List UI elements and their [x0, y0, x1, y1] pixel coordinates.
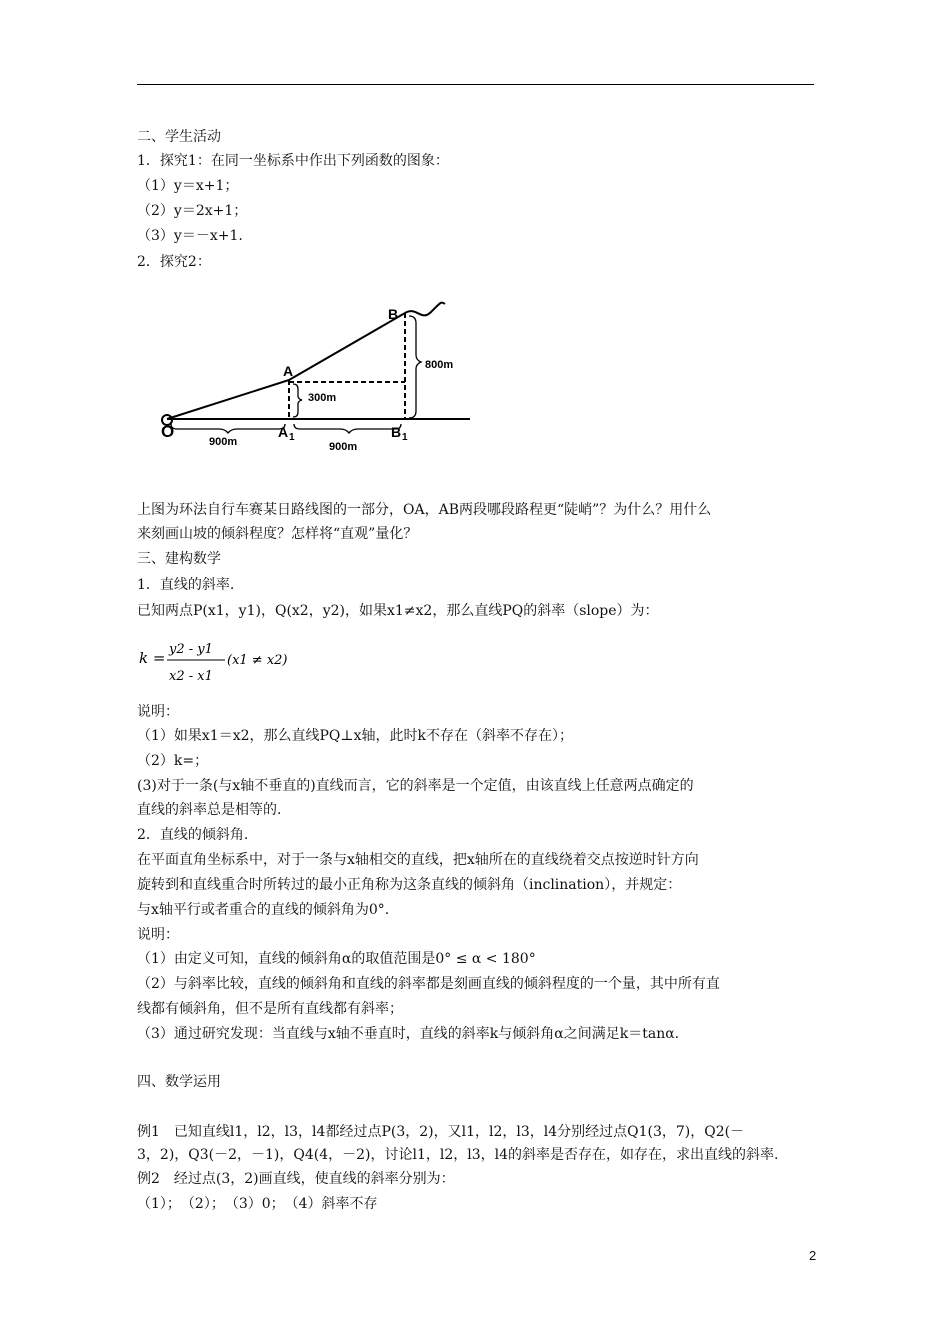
brace-900b: [294, 424, 401, 433]
segment-AB: [289, 313, 405, 380]
note-1-item-3b: 直线的斜率总是相等的.: [137, 802, 282, 818]
label-900m-right: 900m: [329, 441, 358, 453]
header-rule: [137, 84, 814, 85]
segment-OA: [167, 380, 289, 419]
route-diagram: [155, 298, 475, 458]
road-wave: [405, 303, 445, 316]
inclination-line-1: 在平面直角坐标系中，对于一条与x轴相交的直线，把x轴所在的直线绕着交点按逆时针方向: [137, 852, 699, 868]
note-2-item-2b: 线都有倾斜角，但不是所有直线都有斜率；: [137, 1001, 403, 1017]
inclination-line-3: 与x轴平行或者重合的直线的倾斜角为0°.: [137, 902, 390, 918]
label-A1-sub: 1: [289, 432, 295, 443]
note-2-item-2a: （2）与斜率比较，直线的倾斜角和直线的斜率都是刻画直线的倾斜程度的一个量，其中所有直: [137, 976, 720, 992]
section-4-title: 四、数学运用: [137, 1074, 221, 1090]
formula-k: k =: [139, 649, 166, 667]
explore-1: 1．探究1：在同一坐标系中作出下列函数的图象：: [137, 153, 449, 169]
example-1-line-2: 3，2)，Q3(－2，－1)，Q4(4，－2)，讨论l1，l2，l3，l4的斜率是否存在，如存在，求出直线的斜率.: [137, 1147, 779, 1163]
note-1-item-3a: (3)对于一条(与x轴不垂直的)直线而言，它的斜率是一个定值，由该直线上任意两点确定的: [137, 778, 694, 794]
label-900m-left: 900m: [209, 436, 238, 448]
function-3: （3）y＝－x+1.: [137, 228, 243, 244]
slope-title: 1．直线的斜率.: [137, 577, 235, 593]
label-300m: 300m: [308, 392, 337, 404]
explore-2: 2．探究2：: [137, 254, 211, 270]
function-2: （2）y＝2x+1；: [137, 203, 248, 219]
slope-formula: [137, 636, 337, 688]
brace-900a: [171, 424, 285, 433]
brace-800: [409, 316, 421, 418]
function-1: （1）y＝x+1；: [137, 178, 239, 194]
label-A1: A: [278, 424, 289, 440]
note-1-item-1: （1）如果x1＝x2，那么直线PQ⊥x轴，此时k不存在（斜率不存在）；: [137, 728, 573, 744]
note-2-title: 说明：: [137, 927, 179, 943]
slope-definition: 已知两点P(x1，y1)，Q(x2，y2)，如果x1≠x2，那么直线PQ的斜率（slope）为：: [137, 603, 659, 619]
question-line-1: 上图为环法自行车赛某日路线图的一部分，OA，AB两段哪段路程更“陡峭”？为什么？用什么: [137, 502, 712, 518]
note-2-item-1: （1）由定义可知，直线的倾斜角α的取值范围是0° ≤ α < 180°: [137, 951, 536, 967]
formula-denominator: x2 - x1: [169, 669, 213, 684]
label-A: A: [283, 363, 294, 379]
example-2: 例2 经过点(3，2)画直线，使直线的斜率分别为：: [137, 1171, 455, 1187]
label-B: B: [388, 306, 399, 322]
label-B1-sub: 1: [402, 432, 408, 443]
section-2-title: 二、学生活动: [137, 129, 221, 145]
example-2-options: （1）； （2）； （3）0； （4）斜率不存: [137, 1196, 378, 1212]
note-1-title: 说明：: [137, 704, 179, 720]
inclination-line-2: 旋转到和直线重合时所转过的最小正角称为这条直线的倾斜角（inclination），并规定：: [137, 877, 682, 893]
inclination-title: 2．直线的倾斜角.: [137, 827, 249, 843]
label-B1: B: [391, 424, 402, 440]
note-1-item-2: （2）k=；: [137, 753, 209, 769]
label-O: O: [161, 422, 175, 441]
label-800m: 800m: [425, 359, 454, 371]
question-line-2: 来刻画山坡的倾斜程度？怎样将“直观”量化？: [137, 526, 418, 542]
formula-numerator: y2 - y1: [169, 642, 213, 657]
formula-condition: (x1 ≠ x2): [227, 653, 288, 668]
example-1-line-1: 例1 已知直线l1，l2，l3，l4都经过点P(3，2)，又l1，l2，l3，l4分别经过点Q1(3，7)，Q2(－: [137, 1124, 745, 1140]
page-number: 2: [809, 1248, 817, 1263]
note-2-item-3: （3）通过研究发现：当直线与x轴不垂直时，直线的斜率k与倾斜角α之间满足k＝tanα.: [137, 1026, 680, 1042]
section-3-title: 三、建构数学: [137, 551, 221, 567]
brace-300: [293, 384, 302, 417]
